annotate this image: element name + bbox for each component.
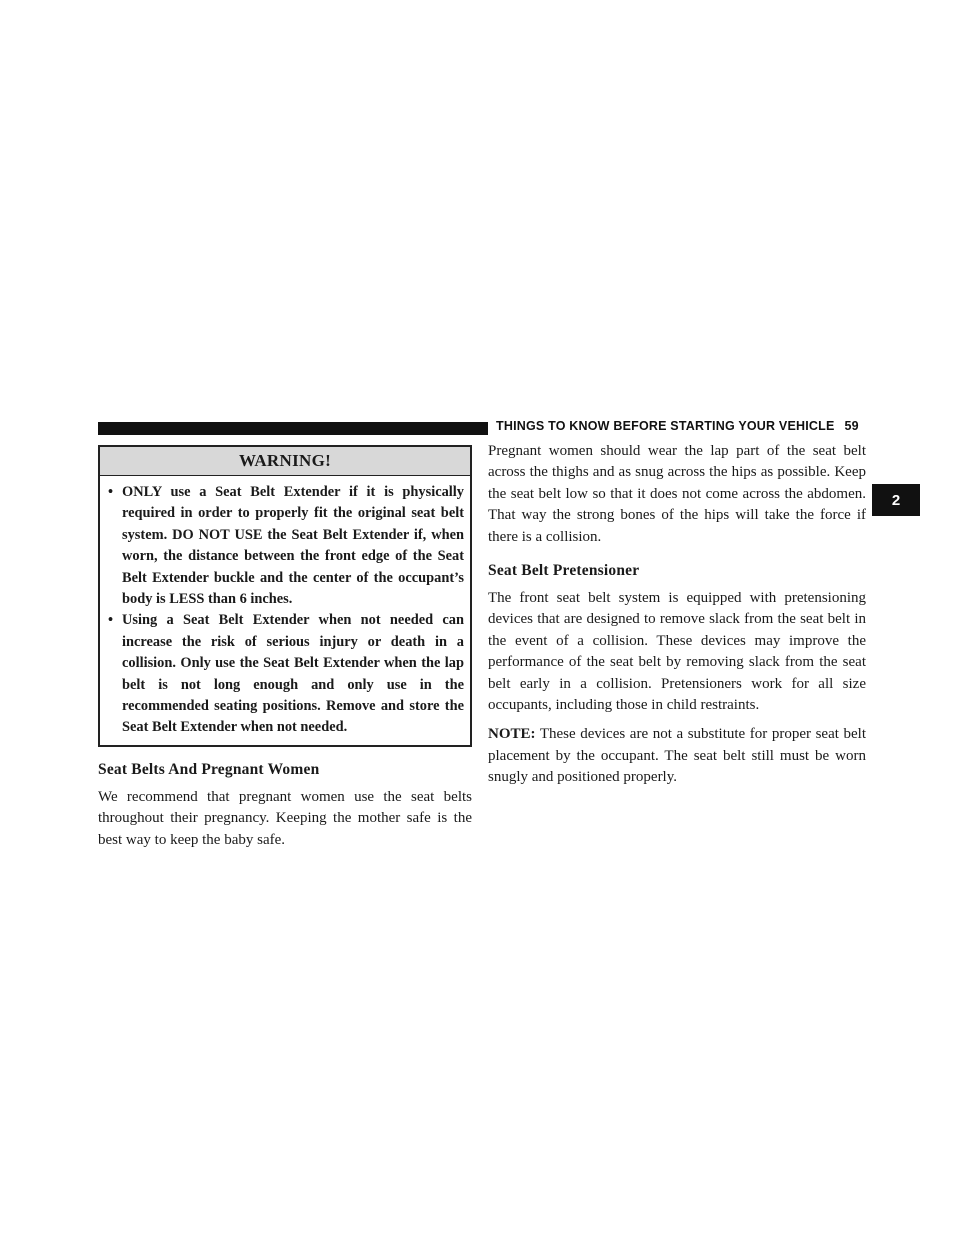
warning-title: WARNING!	[100, 447, 470, 476]
chapter-tab: 2	[872, 484, 920, 516]
warning-body	[100, 476, 470, 745]
note-label: NOTE:	[488, 726, 536, 743]
note-paragraph	[488, 724, 866, 788]
bullet-icon: •	[108, 484, 114, 500]
page-number: 59	[844, 419, 859, 433]
right-column	[488, 441, 866, 797]
paragraph: We recommend that pregnant women use the seat belts throughout their pregnancy. Keeping the mother safe is the best way to keep the baby safe.	[98, 788, 472, 848]
left-column	[98, 445, 472, 859]
paragraph: Pregnant women should wear the lap part of the seat belt across the thighs and as snug across the hips as possible. Keep the seat belt low so that it does not come across the abdomen. That way the strong bones of the hips will take the force if there is a collision.	[488, 443, 866, 545]
section-heading-pretensioner: Seat Belt Pretensioner	[488, 562, 640, 580]
paragraph: The front seat belt system is equipped with pretensioning devices that are designed to remove slack from the seat belt in the event of a collision. These devices may improve the performance of the seat belt by removing slack from the seat belt early in a collision. Pretensioners work for all size occupants, including those in child restraints.	[488, 590, 866, 714]
warning-item-text: ONLY use a Seat Belt Extender if it is physically required in order to properly fit the original seat belt system. DO NOT USE the Seat Belt Extender if, when worn, the distance between the front edge of the Seat Belt Extender buckle and the center of the occupant’s body is LESS than 6 inches.	[122, 484, 464, 608]
section-heading-pregnant-women: Seat Belts And Pregnant Women	[98, 760, 320, 778]
warning-item-text: Using a Seat Belt Extender when not needed can increase the risk of serious injury or death in a collision. Only use the Seat Belt Extender when the lap belt is not long enough and only use in the recommended seating positions. Remove and store the Seat Belt Extender when not needed.	[122, 612, 464, 736]
note-text: These devices are not a substitute for proper seat belt placement by the occupant. The seat belt still must be worn snugly and positioned properly.	[488, 726, 866, 786]
warning-item	[106, 610, 464, 738]
bullet-icon: •	[108, 612, 114, 629]
warning-box	[98, 445, 472, 747]
header-rule-bar	[98, 422, 488, 435]
running-header	[496, 419, 866, 433]
warning-item	[106, 482, 464, 610]
section-title: THINGS TO KNOW BEFORE STARTING YOUR VEHICLE	[496, 419, 835, 433]
